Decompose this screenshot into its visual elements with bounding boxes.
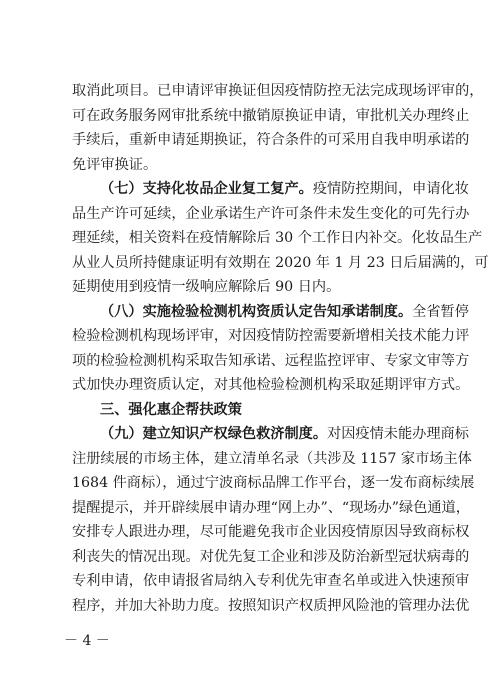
paragraph-renewal-review xyxy=(72,79,484,177)
text-line: 手续后，重新申请延期换证，符合条件的可采用自我申明承诺的 xyxy=(72,132,470,148)
text-line: 免评审换证。 xyxy=(72,156,158,173)
text-line: 品生产许可延续，企业承诺生产许可条件未发生变化的可先行办 xyxy=(72,205,470,222)
paragraph-lead: （七）支持化妆品企业复工复产。 xyxy=(100,181,313,197)
text-line: 1684 件商标），通过宁波商标品牌工作平台，逐一发布商标续展 xyxy=(72,475,475,491)
text-line xyxy=(72,177,469,202)
section-heading: 三、强化惠企帮扶政策 xyxy=(100,401,242,418)
text-line: 式加快办理资质认定，对其他检验检测机构采取延期评审方式。 xyxy=(72,377,470,393)
text-span: 疫情防控期间，申请化妆 xyxy=(312,181,469,197)
text-line: 提醒提示，并开辟续展申请办理“网上办”、“现场办”绿色通道， xyxy=(72,499,470,516)
text-line: 取消此项目。已申请评审换证但因疫情防控无法完成现场评审的， xyxy=(72,83,484,99)
paragraph-lead: （八）实施检验检测机构资质认定告知承诺制度。 xyxy=(100,303,413,320)
text-line xyxy=(72,422,469,447)
text-line: 利丧失的情况出现。对优先复工企业和涉及防治新型冠状病毒的 xyxy=(72,548,470,565)
text-line: 理延续，相关资料在疫情解除后 30 个工作日内补交。化妆品生产 xyxy=(72,230,483,246)
text-line: 延期使用到疫情一级响应解除后 90 日内。 xyxy=(72,279,341,295)
text-line: 安排专人跟进办理，尽可能避免我市企业因疫情原因导致商标权 xyxy=(72,524,470,540)
paragraph-cosmetics xyxy=(72,177,489,300)
body-text xyxy=(72,79,489,618)
paragraph-testing-agencies xyxy=(72,300,470,398)
page-number: － 4 － xyxy=(64,633,110,649)
text-line: 项的检验检测机构采取告知承诺、远程监控评审、专家文审等方 xyxy=(72,352,470,369)
text-span: 对因疫情未能办理商标 xyxy=(327,426,469,442)
text-line: 检验检测机构现场评审，对因疫情防控需要新增相关技术能力评 xyxy=(72,328,470,344)
text-line: 可在政务服务网审批系统中撤销原换证申请，审批机关办理终止 xyxy=(72,107,470,124)
text-line: 程序，并加大补助力度。按照知识产权质押风险池的管理办法优 xyxy=(72,597,470,614)
text-line xyxy=(72,300,469,325)
paragraph-intellectual-property xyxy=(72,422,475,618)
text-span: 全省暂停 xyxy=(412,303,469,320)
text-line: 从业人员所持健康证明有效期在 2020 年 1 月 23 日后届满的，可 xyxy=(72,254,489,271)
text-line: 注册续展的市场主体，建立清单名录（共涉及 1157 家市场主体 xyxy=(72,450,472,467)
paragraph-lead: （九）建立知识产权绿色救济制度。 xyxy=(100,426,328,442)
text-line: 专利申请，依申请报省局纳入专利优先审查名单或进入快速预审 xyxy=(72,573,470,589)
